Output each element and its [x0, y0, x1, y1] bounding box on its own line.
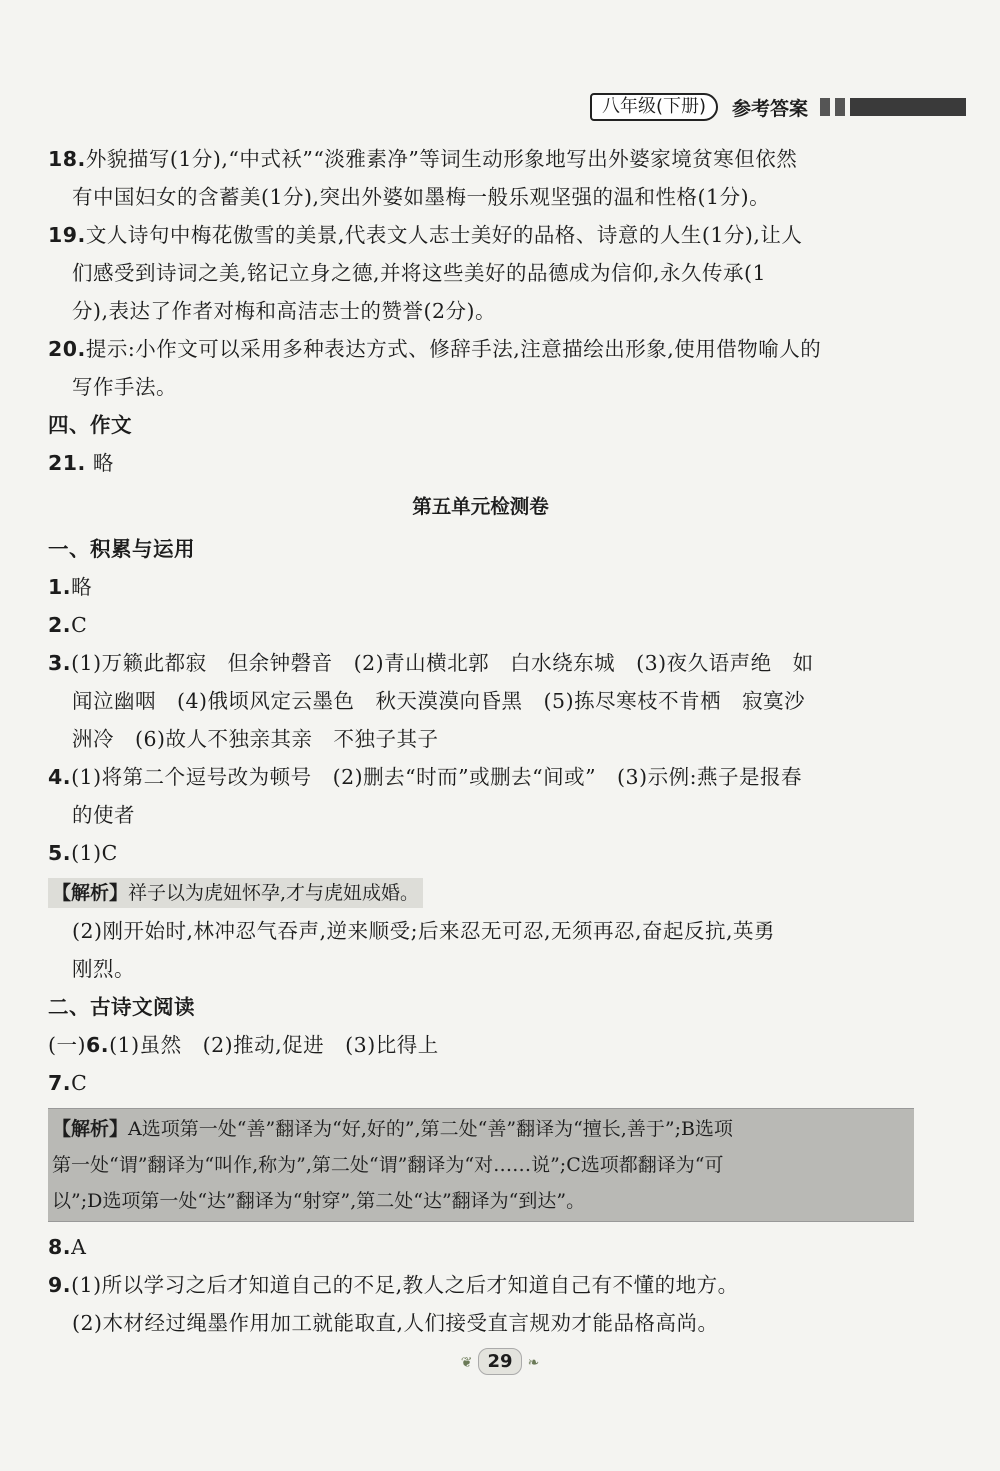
q4-line2: 的使者	[72, 803, 135, 827]
section-accumulation: 一、积累与运用	[48, 537, 195, 561]
q7: 7.C	[48, 1071, 88, 1095]
q5-analysis: 【解析】祥子以为虎妞怀孕,才与虎妞成婚。	[48, 878, 423, 908]
q19-line3: 分),表达了作者对梅和高洁志士的赞誉(2分)。	[72, 299, 497, 323]
q3-line2: 闻泣幽咽 (4)俄顷风定云墨色 秋天漠漠向昏黑 (5)拣尽寒枝不肯栖 寂寞沙	[72, 689, 806, 713]
section-composition: 四、作文	[48, 413, 132, 437]
q5-2-line2: 刚烈。	[72, 957, 135, 981]
leaf-icon: ❧	[527, 1355, 540, 1371]
q7-analysis: 【解析】A选项第一处“善”翻译为“好,好的”,第二处“善”翻译为“擅长,善于”;B选项 第一处“谓”翻译为“叫作,称为”,第二处“谓”翻译为“对……说”;C选项都翻译为“可 以”;D选项第一处“达”翻译为“射穿”,第二处“达”翻译为“到达”。	[48, 1108, 914, 1222]
q9-line2: (2)木材经过绳墨作用加工就能取直,人们接受直言规劝才能品格高尚。	[72, 1311, 719, 1335]
q19-line2: 们感受到诗词之美,铭记立身之德,并将这些美好的品德成为信仰,永久传承(1	[72, 261, 767, 285]
header-label: 参考答案	[732, 97, 809, 120]
unit-title: 第五单元检测卷	[412, 495, 549, 518]
q1: 1.略	[48, 575, 93, 599]
q18-line2: 有中国妇女的含蓄美(1分),突出外婆如墨梅一般乐观坚强的温和性格(1分)。	[72, 185, 771, 209]
q3-line3: 洲冷 (6)故人不独亲其亲 不独子其子	[72, 727, 439, 751]
header-decoration	[820, 98, 966, 116]
q18-line1: 18.外貌描写(1分),“中式袄”“淡雅素净”等词生动形象地写出外婆家境贫寒但依然	[48, 147, 798, 171]
q5-2-line1: (2)刚开始时,林冲忍气吞声,逆来顺受;后来忍无可忍,无须再忍,奋起反抗,英勇	[72, 919, 776, 943]
grade-tab: 八年级(下册)	[590, 93, 718, 121]
q20-line1: 20.提示:小作文可以采用多种表达方式、修辞手法,注意描绘出形象,使用借物喻人的	[48, 337, 822, 361]
q9-line1: 9.(1)所以学习之后才知道自己的不足,教人之后才知道自己有不懂的地方。	[48, 1273, 739, 1297]
q4-line1: 4.(1)将第二个逗号改为顿号 (2)删去“时而”或删去“间或” (3)示例:燕子是报春	[48, 765, 803, 789]
q6: (一)6.(1)虽然 (2)推动,促进 (3)比得上	[48, 1033, 439, 1057]
section-classical-reading: 二、古诗文阅读	[48, 995, 195, 1019]
page-header	[590, 92, 1000, 122]
answer-content	[48, 140, 913, 1342]
q5: 5.(1)C	[48, 841, 118, 865]
q21: 21. 略	[48, 451, 114, 475]
page-number: ❦ 29 ❧	[0, 1348, 1000, 1375]
q19-line1: 19.文人诗句中梅花傲雪的美景,代表文人志士美好的品格、诗意的人生(1分),让人	[48, 223, 803, 247]
q3-line1: 3.(1)万籁此都寂 但余钟磬音 (2)青山横北郭 白水绕东城 (3)夜久语声绝 如	[48, 651, 814, 675]
q8: 8.A	[48, 1235, 87, 1259]
q20-line2: 写作手法。	[72, 375, 177, 399]
q2: 2.C	[48, 613, 88, 637]
leaf-icon: ❦	[460, 1355, 473, 1371]
